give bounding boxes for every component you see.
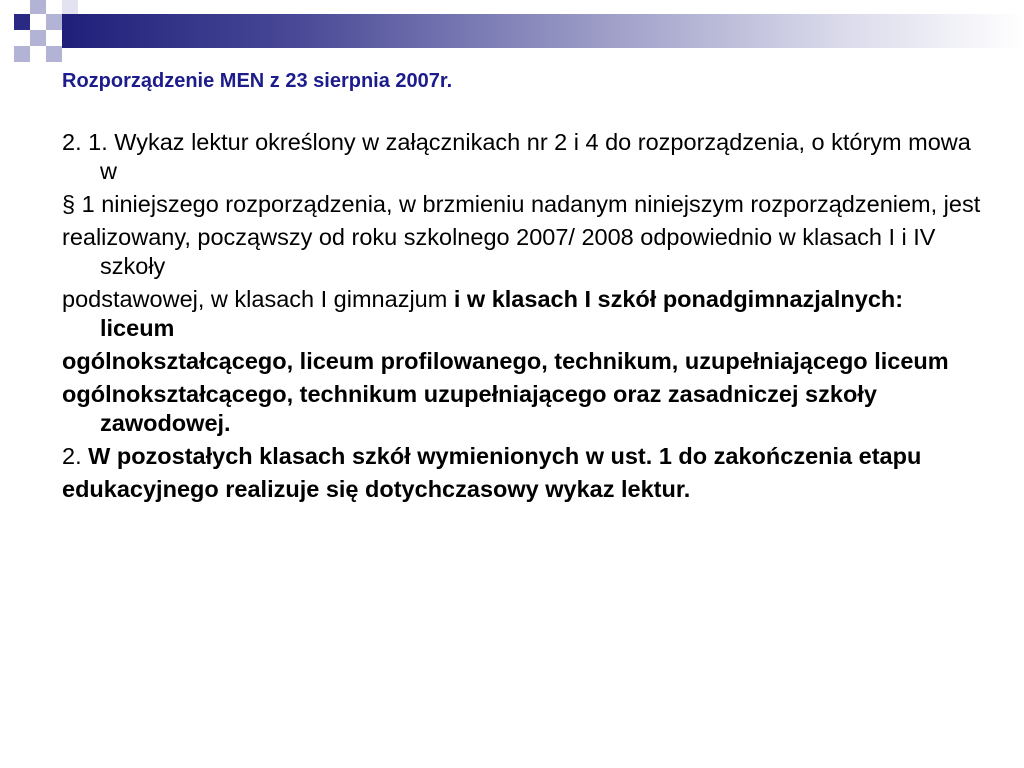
decor-square — [30, 30, 46, 46]
text-segment: podstawowej, w klasach I gimnazjum — [62, 286, 454, 312]
decor-square — [30, 0, 46, 14]
bold-text-segment: i w klasach I szkół ponadgimnazjalnych: liceum — [100, 286, 904, 341]
bold-text-segment: ogólnokształcącego, technikum uzupełniającego oraz zasadniczej szkoły zawodowej. — [62, 381, 877, 436]
decor-square — [46, 14, 62, 30]
text-segment: 2. 1. Wykaz lektur określony w załącznikach nr 2 i 4 do rozporządzenia, o którym mowa w — [62, 129, 971, 184]
body-paragraph — [62, 442, 982, 471]
text-segment: realizowany, począwszy od roku szkolnego 2007/ 2008 odpowiednio w klasach I i IV szkoły — [62, 224, 936, 279]
bold-text-segment: ogólnokształcącego, liceum profilowanego, technikum, uzupełniającego liceum — [62, 348, 949, 374]
body-paragraph — [62, 223, 982, 281]
body-paragraph — [62, 380, 982, 438]
text-segment: 2. — [62, 443, 89, 469]
body-paragraph — [62, 128, 982, 186]
decor-square — [14, 46, 30, 62]
text-segment: § 1 niniejszego rozporządzenia, w brzmieniu nadanym niniejszym rozporządzeniem, jest — [62, 191, 981, 217]
body-paragraph — [62, 190, 982, 219]
slide-title: Rozporządzenie MEN z 23 sierpnia 2007r. — [62, 70, 453, 92]
bold-text-segment: W pozostałych klasach szkół wymienionych w ust. 1 do zakończenia etapu — [88, 443, 922, 469]
slide-body — [62, 128, 982, 508]
body-paragraph — [62, 347, 982, 376]
decor-square — [46, 46, 62, 62]
decor-square — [62, 0, 78, 14]
decor-square — [14, 14, 30, 30]
header-gradient-bar — [62, 14, 1024, 48]
body-paragraph — [62, 285, 982, 343]
bold-text-segment: edukacyjnego realizuje się dotychczasowy wykaz lektur. — [62, 476, 691, 502]
body-paragraph — [62, 475, 982, 504]
